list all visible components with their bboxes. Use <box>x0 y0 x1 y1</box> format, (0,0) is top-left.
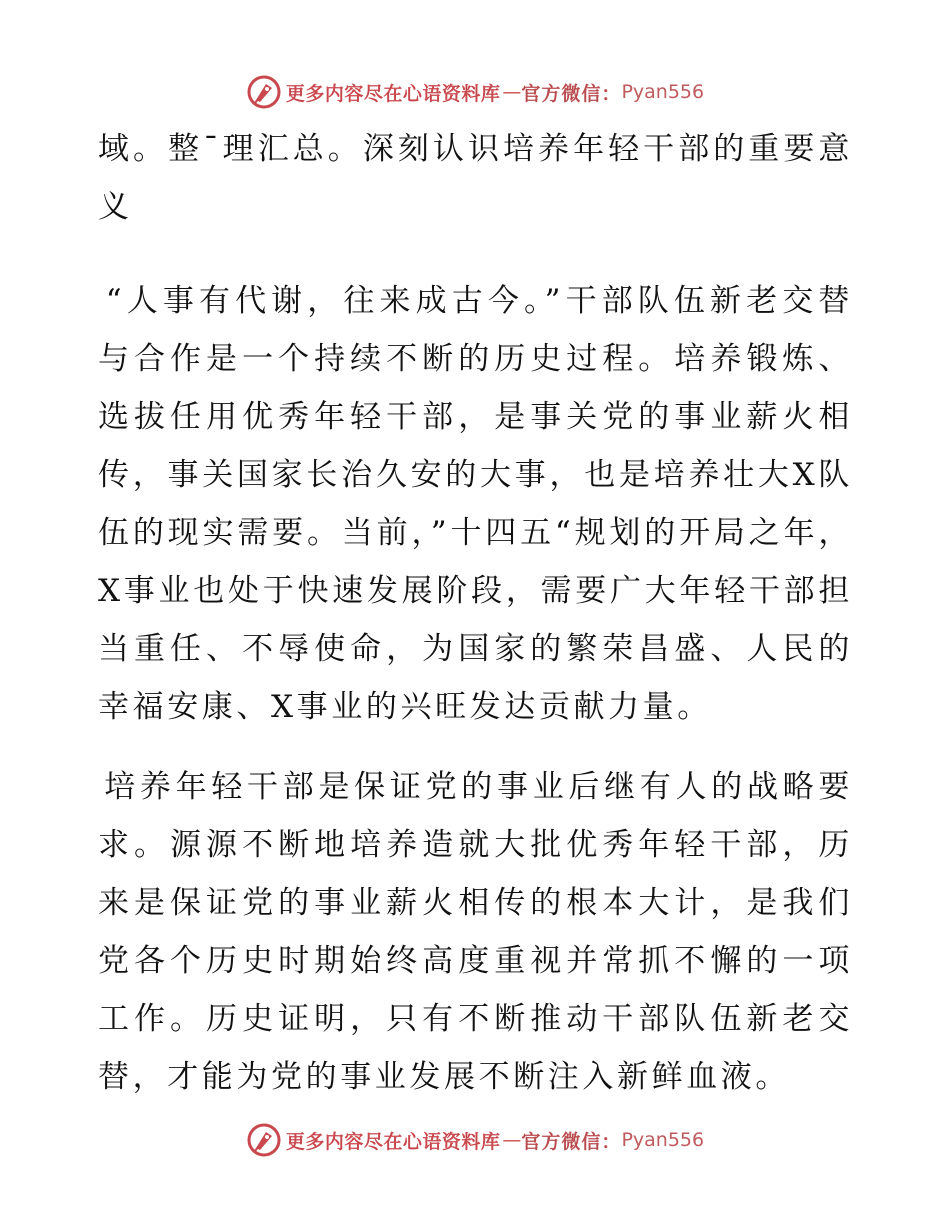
pen-nib-circle-icon <box>246 74 282 110</box>
banner-account: Pyan556 <box>621 81 705 103</box>
header-banner <box>0 72 950 112</box>
banner-wechat-label: 官方微信： <box>521 82 622 105</box>
paragraph-2: “人事有代谢，往来成古今。”干部队伍新老交替与合作是一个持续不断的历史过程。培养锻炼、选拔任用优秀年轻干部，是事关党的事业薪火相传，事关国家长治久安的大事，也是培养壮大X队伍的现实需要。当前，”十四五“规划的开局之年，X事业也处于快速发展阶段，需要广大年轻干部担当重任、不辱使命，为国家的繁荣昌盛、人民的幸福安康、X事业的兴旺发达贡献力量。 <box>98 283 853 725</box>
document-body <box>98 120 853 1106</box>
paragraph-3: 培养年轻干部是保证党的事业后继有人的战略要求。源源不断地培养造就大批优秀年轻干部，历来是保证党的事业薪火相传的根本大计，是我们党各个历史时期始终高度重视并常抓不懈的一项工作。历史证明，只有不断推动干部队伍新老交替，才能为党的事业发展不断注入新鲜血液。 <box>98 769 853 1095</box>
banner-main-text: 更多内容尽在心语资料库 <box>285 82 501 105</box>
banner-dash: — <box>502 81 520 103</box>
banner-dash: — <box>502 1129 520 1151</box>
banner-wechat-label: 官方微信： <box>521 1130 622 1153</box>
banner-main-text: 更多内容尽在心语资料库 <box>285 1130 501 1153</box>
pen-nib-circle-icon <box>246 1122 282 1158</box>
paragraph-1: 域。整¯理汇总。深刻认识培养年轻干部的重要意义 <box>98 131 853 225</box>
banner-account: Pyan556 <box>621 1129 705 1151</box>
footer-banner <box>0 1120 950 1160</box>
